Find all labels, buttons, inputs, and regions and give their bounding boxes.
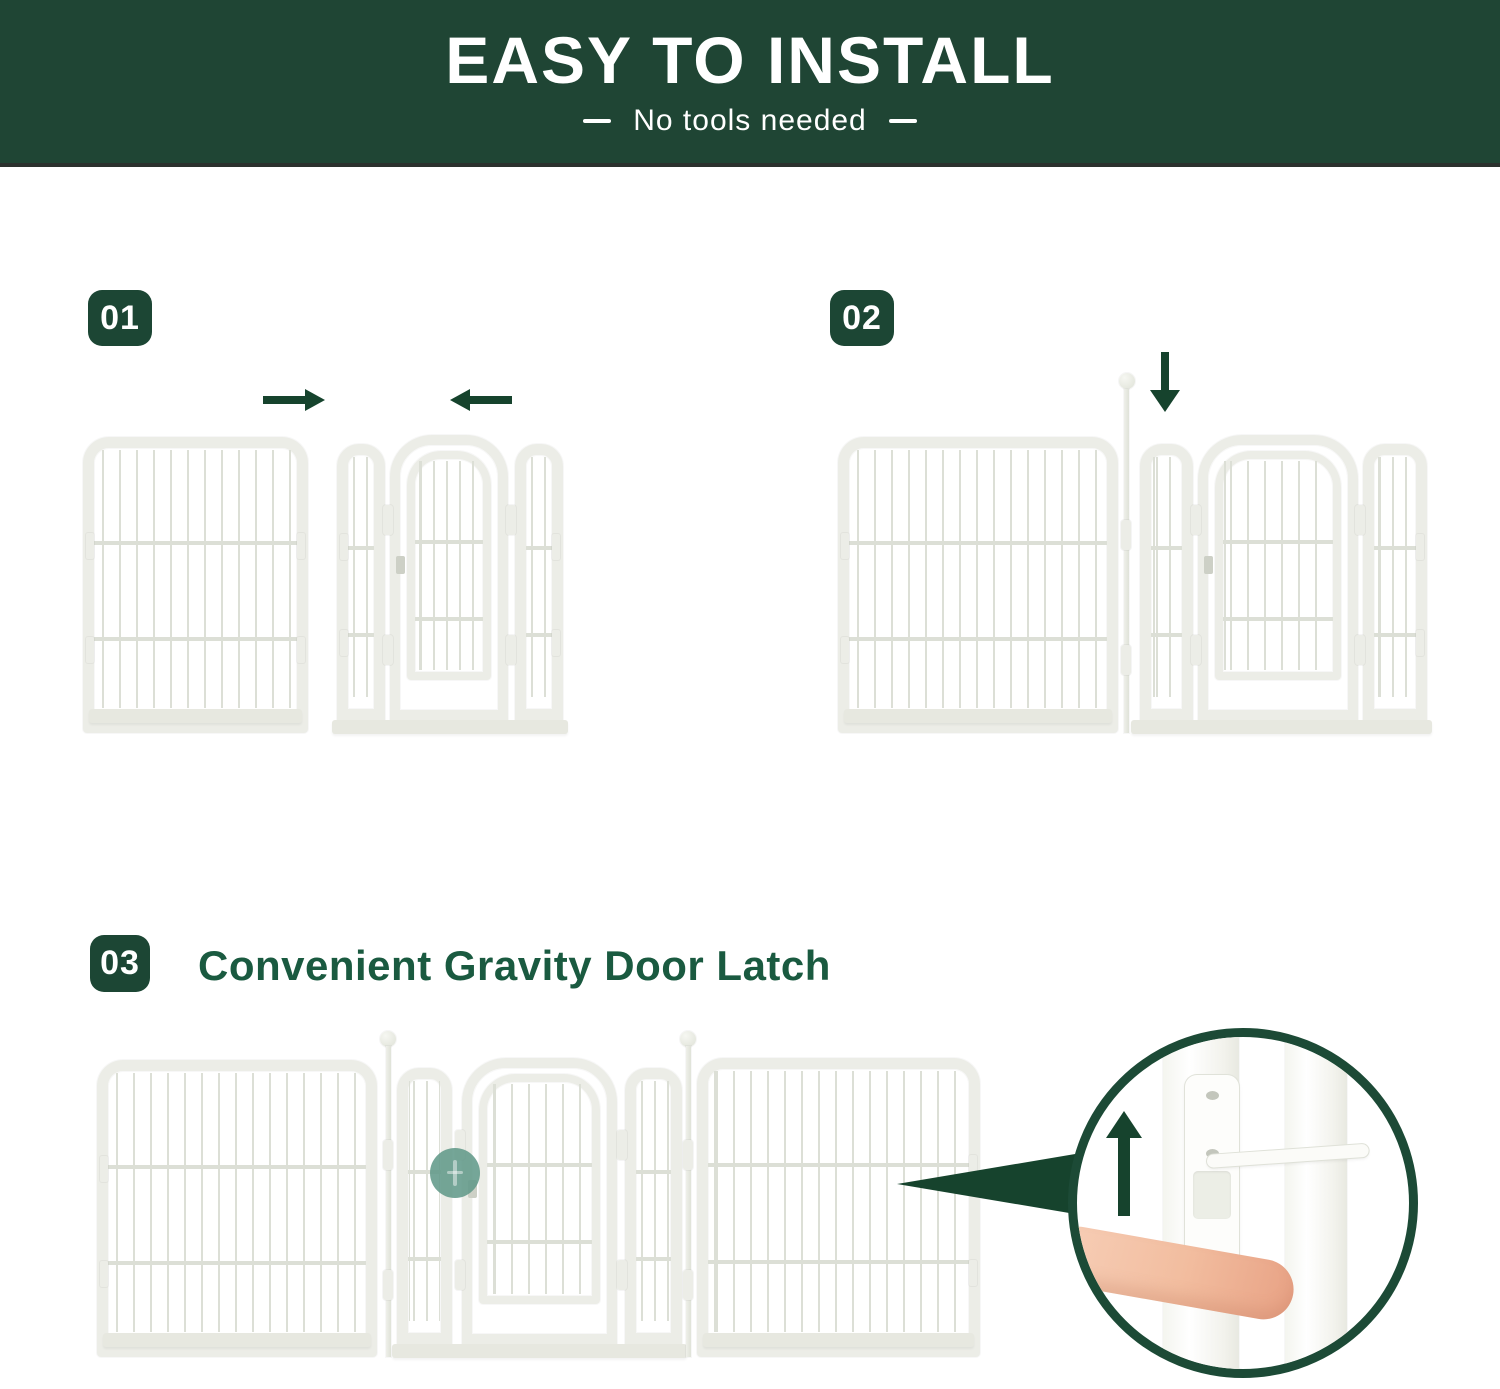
panel-foot-bar — [89, 709, 302, 723]
step-01-number: 01 — [100, 298, 140, 337]
door-inner-frame — [1215, 451, 1341, 680]
page-title: EASY TO INSTALL — [445, 23, 1055, 97]
arrow-left-icon — [450, 389, 512, 411]
group-foot-bar — [1131, 720, 1432, 734]
page-subtitle-row — [0, 104, 1500, 138]
step-02-number: 02 — [842, 298, 882, 337]
connector-lug — [86, 637, 94, 663]
hinge-pin-rod — [386, 1046, 391, 1357]
hinge-knuckle — [1191, 635, 1201, 665]
door-inner-frame — [479, 1074, 600, 1304]
hinge-pin-ball — [380, 1031, 396, 1047]
hinge-knuckle — [383, 635, 393, 665]
latch-screw-hole — [1206, 1091, 1219, 1100]
door-latch-mark — [1204, 556, 1213, 574]
panel-foot-bar — [844, 709, 1112, 723]
hinge-knuckle — [506, 635, 516, 665]
hinge-knuckle — [683, 1270, 693, 1300]
step-01-large-panel — [83, 437, 308, 733]
narrow-panel — [1363, 444, 1427, 720]
connector-lug — [841, 533, 849, 559]
hinge-pin-ball — [1119, 373, 1135, 389]
gravity-latch-body — [1185, 1075, 1239, 1275]
step-01-badge — [88, 290, 152, 346]
magnifier-circle — [1068, 1028, 1418, 1378]
connector-lug — [100, 1156, 108, 1182]
connector-lug — [340, 534, 348, 560]
hinge-knuckle — [1191, 505, 1201, 535]
connector-lug — [969, 1260, 977, 1286]
hinge-knuckle — [383, 1270, 393, 1300]
step-03-door-group — [397, 1058, 682, 1357]
step-02-large-panel — [838, 437, 1118, 733]
connector-lug — [552, 534, 560, 560]
step-02-door-group — [1136, 435, 1427, 733]
latch-slot — [1193, 1171, 1231, 1219]
door-inner-frame — [407, 451, 491, 680]
narrow-panel — [337, 444, 385, 720]
connector-lug — [340, 630, 348, 656]
step-03-title: Convenient Gravity Door Latch — [198, 942, 831, 989]
step-03-number: 03 — [100, 944, 140, 982]
hinge-knuckle — [1355, 635, 1365, 665]
arrow-down-icon — [1150, 352, 1180, 412]
narrow-panel — [1140, 444, 1193, 720]
page-subtitle: No tools needed — [633, 104, 867, 137]
narrow-panel — [397, 1068, 452, 1344]
hinge-knuckle — [455, 1260, 465, 1290]
arrow-right-icon — [263, 389, 325, 411]
hinge-knuckle — [506, 505, 516, 535]
header-band — [0, 0, 1500, 167]
door-panel — [462, 1058, 617, 1344]
connector-lug — [841, 637, 849, 663]
hinge-knuckle — [383, 1140, 393, 1170]
group-foot-bar — [392, 1344, 687, 1358]
door-panel — [1198, 435, 1358, 720]
door-latch-mark — [396, 556, 405, 574]
hinge-knuckle — [617, 1260, 627, 1290]
step-03-right-panel — [697, 1058, 980, 1357]
hinge-knuckle — [617, 1130, 627, 1160]
connector-lug — [552, 630, 560, 656]
door-panel — [390, 435, 508, 720]
hinge-knuckle — [1121, 645, 1131, 675]
hinge-knuckle — [383, 505, 393, 535]
hinge-knuckle — [1355, 505, 1365, 535]
hinge-pin-rod — [686, 1046, 691, 1357]
panel-foot-bar — [103, 1333, 371, 1347]
hinge-pin-ball — [680, 1031, 696, 1047]
connector-lug — [1416, 534, 1424, 560]
step-03-left-panel — [97, 1060, 377, 1357]
panel-foot-bar — [703, 1333, 974, 1347]
narrow-panel — [625, 1068, 682, 1344]
step-02-badge — [830, 290, 894, 346]
narrow-panel — [515, 444, 563, 720]
arrow-up-icon — [1106, 1111, 1142, 1219]
latch-highlight-icon — [430, 1148, 480, 1198]
hinge-pin-rod — [1124, 389, 1129, 733]
step-01-door-group — [337, 435, 563, 733]
fence-frame-post — [1285, 1028, 1347, 1378]
connector-lug — [297, 533, 305, 559]
group-foot-bar — [332, 720, 568, 734]
connector-lug — [297, 637, 305, 663]
hinge-knuckle — [1121, 520, 1131, 550]
subtitle-dash-left — [583, 119, 611, 123]
connector-lug — [86, 533, 94, 559]
connector-lug — [1416, 630, 1424, 656]
connector-lug — [100, 1261, 108, 1287]
hinge-knuckle — [683, 1140, 693, 1170]
subtitle-dash-right — [889, 119, 917, 123]
step-03-badge — [90, 935, 150, 992]
